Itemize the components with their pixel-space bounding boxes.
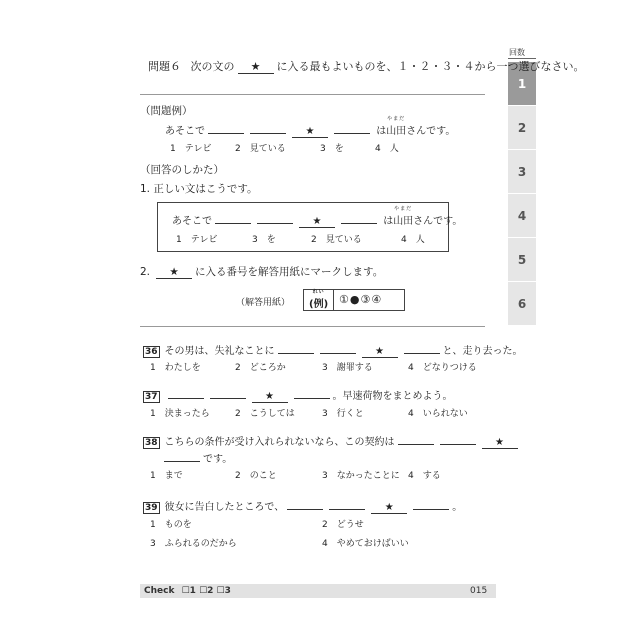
side-tab-6[interactable]: 6 bbox=[508, 282, 536, 326]
question-post: と、走り去った。 bbox=[442, 346, 523, 357]
box-name-text: 山田 bbox=[393, 216, 414, 227]
q37-option-4: 4 いられない bbox=[408, 409, 468, 419]
q37-option-2: 2 こうしては bbox=[235, 409, 295, 419]
q39-option-3: 3 ふられるのだから bbox=[150, 539, 237, 549]
example-sentence bbox=[165, 116, 456, 138]
q38-option-1: 1 まで bbox=[150, 471, 183, 481]
answer-example-text: (例) bbox=[309, 299, 329, 310]
q37-option-1: 1 決まったら bbox=[150, 409, 210, 419]
question-number: 36 bbox=[145, 347, 158, 357]
check-box-1[interactable]: ☐1 bbox=[181, 586, 196, 596]
step2-star: ★ bbox=[156, 266, 192, 279]
question-36 bbox=[143, 342, 523, 358]
answer-sheet-divider bbox=[333, 289, 334, 311]
question-pre: こちらの条件が受け入れられないなら、この契約は bbox=[164, 437, 395, 448]
question-number: 39 bbox=[145, 503, 158, 513]
example-option-3: 3 を bbox=[320, 144, 344, 154]
question-line2: です。 bbox=[203, 454, 233, 465]
answer-example-ruby: れい bbox=[312, 289, 325, 295]
box-option-4: 4 人 bbox=[401, 235, 425, 245]
box-option-2: 3 を bbox=[252, 235, 276, 245]
instructions-label: 問題６ bbox=[148, 60, 181, 73]
question-star: ★ bbox=[252, 391, 288, 403]
q39-option-4: 4 やめておけばいい bbox=[322, 539, 409, 549]
example-heading: （問題例） bbox=[140, 105, 193, 117]
example-end-pre: は bbox=[376, 126, 387, 137]
side-tab-4[interactable]: 4 bbox=[508, 194, 536, 238]
side-tab-2[interactable]: 2 bbox=[508, 106, 536, 150]
example-name-ruby: やまだ bbox=[387, 116, 406, 122]
side-tab-3[interactable]: 3 bbox=[508, 150, 536, 194]
answer-example bbox=[309, 289, 329, 310]
divider-middle bbox=[140, 326, 485, 327]
question-star: ★ bbox=[482, 437, 518, 449]
step2-text: に入る番号を解答用紙にマークします。 bbox=[195, 266, 384, 278]
q36-option-1: 1 わたしを bbox=[150, 363, 201, 373]
question-post: 。 bbox=[452, 502, 463, 513]
side-tab-5[interactable]: 5 bbox=[508, 238, 536, 282]
question-38-line2 bbox=[164, 450, 232, 465]
example-option-1: 1 テレビ bbox=[170, 144, 212, 154]
question-number: 37 bbox=[145, 392, 158, 402]
q38-option-4: 4 する bbox=[408, 471, 441, 481]
example-option-2: 2 見ている bbox=[235, 144, 286, 154]
divider-top bbox=[140, 94, 485, 95]
example-name-text: 山田 bbox=[386, 126, 407, 137]
howto-box-sentence bbox=[172, 206, 463, 228]
check-box-2[interactable]: ☐2 bbox=[199, 586, 214, 596]
step2-num: 2. bbox=[140, 266, 151, 278]
howto-step1: 1. 正しい文はこうです。 bbox=[140, 183, 258, 195]
box-option-1: 1 テレビ bbox=[176, 235, 218, 245]
answer-sheet-label: （解答用紙） bbox=[236, 298, 291, 308]
question-37 bbox=[143, 387, 453, 403]
question-star: ★ bbox=[362, 346, 398, 358]
q37-option-3: 3 行くと bbox=[322, 409, 364, 419]
question-pre: 彼女に告白したところで、 bbox=[164, 502, 285, 513]
box-star: ★ bbox=[299, 216, 335, 228]
footer-check bbox=[144, 586, 231, 596]
side-tabs-header: 回数 bbox=[509, 48, 525, 57]
answer-marks: ①●③④ bbox=[339, 293, 383, 306]
question-38 bbox=[143, 433, 521, 449]
q36-option-4: 4 どなりつける bbox=[408, 363, 477, 373]
q38-option-2: 2 のこと bbox=[235, 471, 277, 481]
side-tab-1[interactable]: 1 bbox=[508, 62, 536, 106]
question-star: ★ bbox=[371, 502, 407, 514]
box-name-ruby: やまだ bbox=[394, 206, 413, 212]
check-label: Check bbox=[144, 586, 175, 596]
q36-option-3: 3 謝罪する bbox=[322, 363, 373, 373]
howto-step2 bbox=[140, 264, 383, 279]
box-name bbox=[393, 206, 414, 227]
q38-option-3: 3 なかったことに bbox=[322, 471, 400, 481]
box-sentence-start: あそこで bbox=[172, 216, 212, 227]
howto-heading: （回答のしかた） bbox=[140, 164, 224, 176]
instructions-text-after: に入る最もよいものを、１・２・３・４から一つ選びなさい。 bbox=[276, 60, 585, 73]
q39-option-2: 2 どうせ bbox=[322, 520, 364, 530]
example-name bbox=[386, 116, 407, 137]
question-post: 。早速荷物をまとめよう。 bbox=[332, 391, 453, 402]
example-sentence-start: あそこで bbox=[165, 126, 205, 137]
box-end-post: さんです。 bbox=[413, 216, 463, 227]
instructions-text-before: 次の文の bbox=[190, 60, 235, 73]
question-39 bbox=[143, 498, 462, 514]
page-number: 015 bbox=[470, 586, 488, 596]
question-pre: その男は、失礼なことに bbox=[164, 346, 275, 357]
example-end-post: さんです。 bbox=[406, 126, 456, 137]
instructions bbox=[148, 58, 585, 74]
box-end-pre: は bbox=[383, 216, 394, 227]
q39-option-1: 1 ものを bbox=[150, 520, 192, 530]
box-option-3: 2 見ている bbox=[311, 235, 362, 245]
example-star: ★ bbox=[292, 126, 328, 138]
instructions-star: ★ bbox=[238, 60, 274, 74]
example-option-4: 4 人 bbox=[375, 144, 399, 154]
q36-option-2: 2 どころか bbox=[235, 363, 286, 373]
question-number: 38 bbox=[145, 438, 158, 448]
check-box-3[interactable]: ☐3 bbox=[216, 586, 231, 596]
